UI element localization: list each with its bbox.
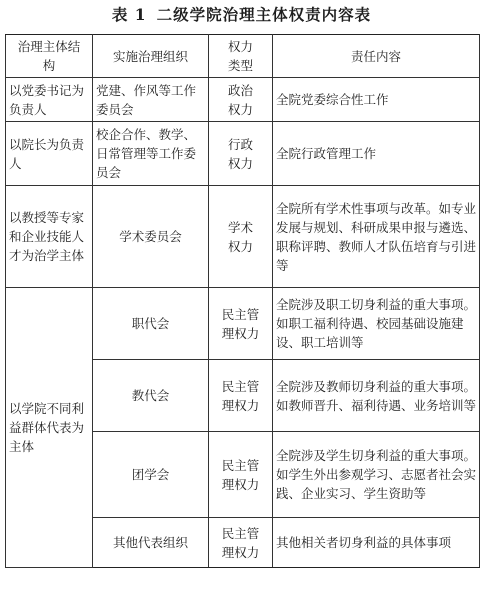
cell-org: 校企合作、教学、日常管理等工作委员会 — [93, 122, 209, 186]
cell-duty: 其他相关者切身利益的具体事项 — [273, 518, 480, 568]
table-title — [0, 4, 483, 26]
header-row — [6, 35, 480, 78]
cell-duty: 全院涉及学生切身利益的重大事项。如学生外出参观学习、志愿者社会实践、企业实习、学生资助等 — [273, 432, 480, 518]
cell-subject: 以党委书记为负责人 — [6, 78, 93, 122]
cell-subject: 以院长为负责人 — [6, 122, 93, 186]
header-power: 权力类型 — [209, 35, 273, 78]
header-duty: 责任内容 — [273, 35, 480, 78]
cell-power: 民主管理权力 — [209, 360, 273, 432]
cell-power: 民主管理权力 — [209, 288, 273, 360]
governance-table — [5, 34, 480, 568]
cell-duty: 全院涉及职工切身利益的重大事项。如职工福利待遇、校园基础设施建设、职工培训等 — [273, 288, 480, 360]
cell-org: 教代会 — [93, 360, 209, 432]
table-row — [6, 122, 480, 186]
cell-org: 学术委员会 — [93, 186, 209, 288]
cell-power: 行政权力 — [209, 122, 273, 186]
cell-duty: 全院所有学术性事项与改革。如专业发展与规划、科研成果申报与遴选、职称评聘、教师人才队伍培育与引进等 — [273, 186, 480, 288]
cell-subject: 以学院不同利益群体代表为主体 — [6, 288, 93, 568]
table-row — [6, 78, 480, 122]
table-row — [6, 186, 480, 288]
header-subject: 治理主体结构 — [6, 35, 93, 78]
cell-power: 政治权力 — [209, 78, 273, 122]
table-caption: 二级学院治理主体权责内容表 — [156, 5, 372, 24]
table-row — [6, 288, 480, 360]
cell-duty: 全院涉及教师切身利益的重大事项。如教师晋升、福利待遇、业务培训等 — [273, 360, 480, 432]
cell-org: 其他代表组织 — [93, 518, 209, 568]
table-number: 表 1 — [111, 5, 147, 24]
cell-power: 民主管理权力 — [209, 432, 273, 518]
cell-duty: 全院党委综合性工作 — [273, 78, 480, 122]
cell-org: 职代会 — [93, 288, 209, 360]
header-org: 实施治理组织 — [93, 35, 209, 78]
cell-power: 民主管理权力 — [209, 518, 273, 568]
cell-power: 学术权力 — [209, 186, 273, 288]
cell-duty: 全院行政管理工作 — [273, 122, 480, 186]
cell-subject: 以教授等专家和企业技能人才为治学主体 — [6, 186, 93, 288]
cell-org: 团学会 — [93, 432, 209, 518]
cell-org: 党建、作风等工作委员会 — [93, 78, 209, 122]
